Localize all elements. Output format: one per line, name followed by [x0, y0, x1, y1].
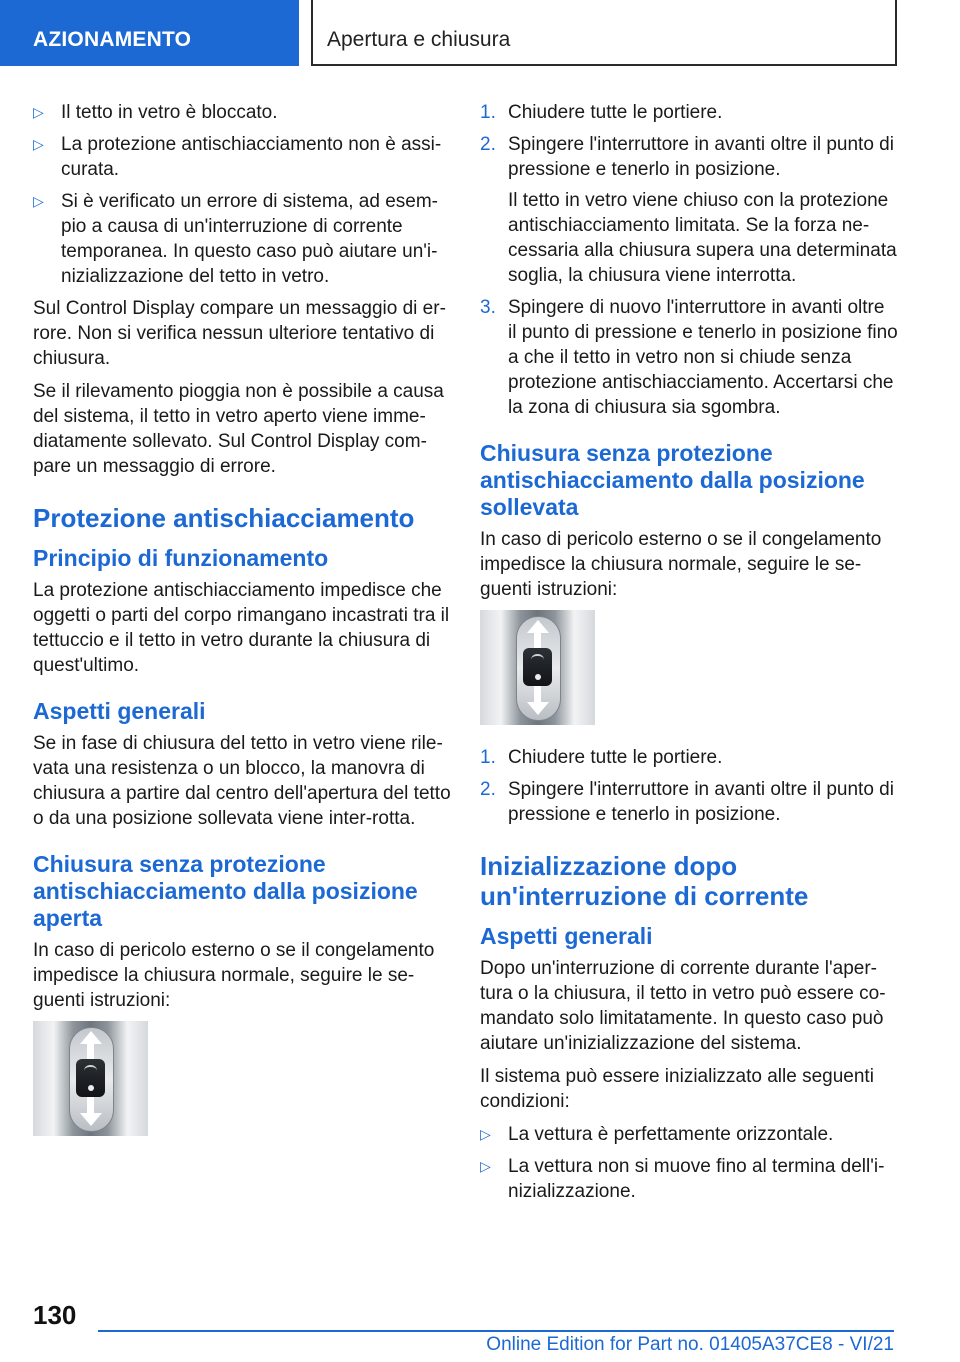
step-number: 2.: [480, 779, 496, 800]
subsection-heading: Chiusura senza protezione antischiacciamento dalla posizione aperta: [33, 851, 418, 931]
step-number: 3.: [480, 297, 496, 318]
roof-switch-image: [480, 610, 595, 725]
paragraph: Sul Control Display compare un messaggio di er-rore. Non si verifica nessun ulteriore tentativo di chiusura.: [33, 298, 446, 369]
subsection-heading: Principio di funzionamento: [33, 545, 329, 571]
list-item: 1. Chiudere tutte le portiere.: [480, 102, 723, 123]
step-note: Il tetto in vetro viene chiuso con la protezione antischiacciamento limitata. Se la forza ne-cessaria alla chiusura supera una determinata soglia, la chiusura viene interrotta.: [508, 190, 897, 286]
arrow-down-icon: [80, 1113, 102, 1126]
list-item: 1. Chiudere tutte le portiere.: [480, 747, 723, 768]
paragraph: Se il rilevamento pioggia non è possibile a causa del sistema, il tetto in vetro aperto viene imme-diatamente sollevato. Sul Control Display com-pare un messaggio di errore.: [33, 381, 444, 477]
list-item: ▷ Il tetto in vetro è bloccato.: [33, 102, 278, 123]
list-item: 2. Spingere l'interruttore in avanti oltre il punto di pressione e tenerlo in posizione.: [480, 779, 894, 825]
triangle-bullet-icon: ▷: [480, 1126, 491, 1142]
triangle-bullet-icon: ▷: [33, 193, 44, 209]
list-item: 3. Spingere di nuovo l'interruttore in avanti oltre il punto di pressione e tenerlo in posizione fino a che il tetto in vetro non si chiude senza protezione antischiacciamento. Accertarsi che la zona di chiusura sia sgombra.: [480, 297, 898, 418]
roof-switch-image: [33, 1021, 148, 1136]
chapter-header: [311, 0, 897, 66]
footer-divider: [98, 1330, 894, 1332]
paragraph: Dopo un'interruzione di corrente durante l'aper-tura o la chiusura, il tetto in vetro può essere co-mandato solo limitatamente. In questo caso può aiutare un'inizializzazione del sistema.: [480, 958, 886, 1054]
subsection-heading: Aspetti generali: [33, 698, 206, 724]
list-item: ▷ La protezione antischiacciamento non è assi-curata.: [33, 134, 442, 180]
section-tab: [0, 0, 299, 66]
step-number: 1.: [480, 747, 496, 768]
paragraph: La protezione antischiacciamento impedisce che oggetti o parti del corpo rimangano incastrati tra il tettuccio e il tetto in vetro durante la chiusura di quest'ultimo.: [33, 580, 450, 676]
right-column: [480, 100, 898, 1211]
paragraph: In caso di pericolo esterno o se il congelamento impedisce la chiusura normale, seguire le se-guenti istruzioni:: [480, 529, 882, 600]
triangle-bullet-icon: ▷: [33, 136, 44, 152]
list-item: ▷ La vettura non si muove fino al termina dell'i-nizializzazione.: [480, 1156, 885, 1202]
page-number: 130: [33, 1300, 77, 1330]
step-number: 1.: [480, 102, 496, 123]
paragraph: Se in fase di chiusura del tetto in vetro viene rile-vata una resistenza o un blocco, la manovra di chiusura a partire dal centro dell'apertura del tetto o da una posizione sollevata viene inter-rotta.: [33, 733, 451, 829]
chapter-title: Apertura e chiusura: [327, 28, 511, 51]
section-heading: Protezione antischiacciamento: [33, 503, 415, 533]
subsection-heading: Chiusura senza protezione antischiacciamento dalla posizione sollevata: [480, 440, 865, 520]
list-item: ▷ La vettura è perfettamente orizzontale.: [480, 1124, 834, 1145]
left-column: [33, 100, 451, 1156]
triangle-bullet-icon: ▷: [480, 1158, 491, 1174]
paragraph: In caso di pericolo esterno o se il congelamento impedisce la chiusura normale, seguire le se-guenti istruzioni:: [33, 940, 435, 1011]
arrow-down-icon: [527, 702, 549, 715]
section-label: AZIONAMENTO: [33, 28, 192, 51]
list-item: 2. Spingere l'interruttore in avanti oltre il punto di pressione e tenerlo in posizione. Il tetto in vetro viene chiuso con la protezione antischiacciamento limitata. Se la forza ne-cessaria alla chiusura supera una determinata soglia, la chiusura viene interrotta.: [480, 134, 897, 286]
paragraph: Il sistema può essere inizializzato alle seguenti condizioni:: [480, 1066, 874, 1112]
edition-footer: Online Edition for Part no. 01405A37CE8 - VI/21: [486, 1334, 894, 1355]
list-item: ▷ Si è verificato un errore di sistema, ad esem-pio a causa di un'interruzione di corrente temporanea. In questo caso può aiutare un'i-nizializzazione del tetto in vetro.: [33, 191, 438, 287]
subsection-heading: Aspetti generali: [480, 923, 653, 949]
triangle-bullet-icon: ▷: [33, 104, 44, 120]
step-number: 2.: [480, 134, 496, 155]
section-heading: Inizializzazione dopo un'interruzione di corrente: [480, 851, 809, 911]
